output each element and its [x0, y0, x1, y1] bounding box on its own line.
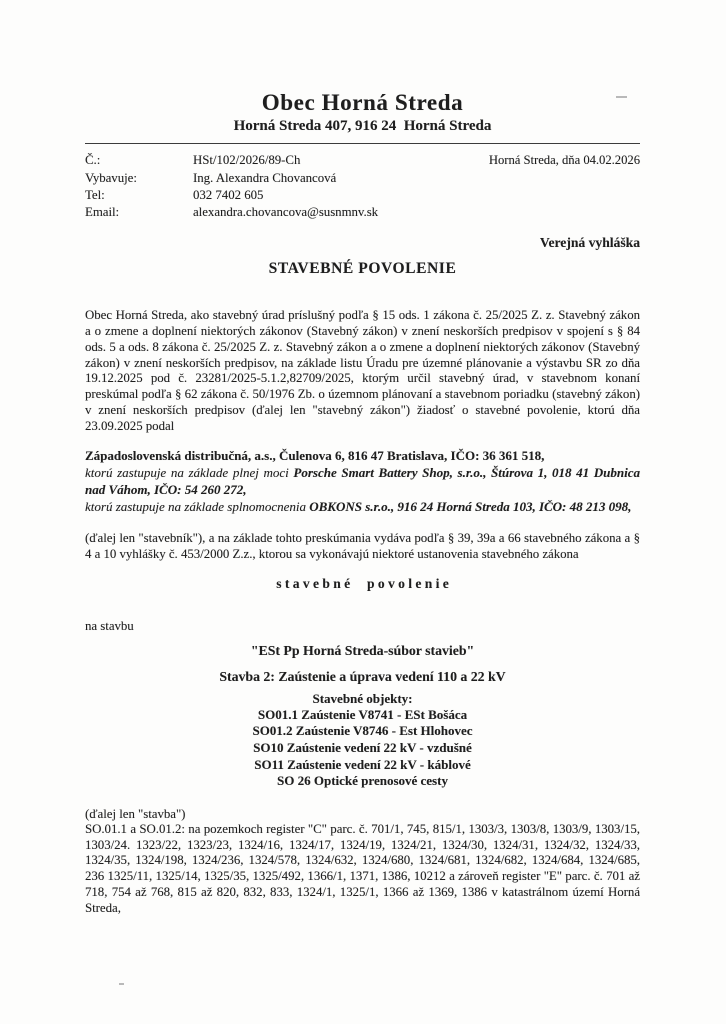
applicant-representative-2	[85, 498, 640, 515]
org-name: Obec Horná Streda	[261, 90, 464, 115]
applicant-name-text: Západoslovenská distribučná, a.s., Čulenova 6, 816 47 Bratislava, IČO: 36 361 518,	[85, 448, 545, 464]
parcels-paragraph: SO.01.1 a SO.01.2: na pozemkoch register "C" parc. č. 701/1, 745, 815/1, 1303/3, 1303/8, 1303/9, 1303/15, 1303/24. 1323/22, 1323/23, 1324/16, 1324/17, 1324/19, 1324/21, 1324/30, 1324/31, 1324/32, 1324/33, 1324/35, 1324/198, 1324/236, 1324/578, 1324/632, 1324/680, 1324/681, 1324/682, 1324/684, 1324/685, 236 1325/11, 1325/14, 1325/35, 1325/492, 1366/1, 1371, 1386, 10212 a zároveň register "E" parc. č. 701 až 718, 754 až 768, 815 až 820, 832, 833, 1324/1, 1325/1, 1366 až 1369, 1386 v katastrálnom území Horná Streda,	[85, 821, 640, 915]
scan-artifact	[119, 983, 124, 985]
ref-number-label: Č.:	[85, 153, 101, 168]
rep2-name-text: OBKONS s.r.o., 916 24 Horná Streda 103, IČO: 48 213 098,	[309, 499, 632, 515]
place-and-date: Horná Streda, dňa 04.02.2026	[488, 153, 640, 168]
header-divider	[85, 143, 640, 144]
building-object-item: SO01.2 Zaústenie V8746 - Est Hlohovec	[252, 723, 473, 739]
rep1-intro-text: ktorú zastupuje na základe plnej moci	[85, 465, 294, 481]
rep1-name-text: Porsche Smart Battery Shop, s.r.o., Štúrova 1, 018 41 Dubnica nad Váhom, IČO: 54 260 272,	[85, 465, 641, 498]
applicant-block	[85, 447, 640, 515]
building-objects-list	[85, 707, 640, 790]
handler-label: Vybavuje:	[85, 170, 137, 185]
building-object-item: SO01.1 Zaústenie V8741 - ESt Bošáca	[257, 706, 468, 722]
applicant-representative-1	[85, 464, 640, 498]
rep2-intro-text: ktorú zastupuje na základe splnomocnenia	[85, 499, 310, 515]
building-objects-heading: Stavebné objekty:	[312, 690, 413, 706]
ref-number-value: HSt/102/2026/89-Ch	[193, 153, 301, 168]
org-address: Horná Streda 407, 916 24 Horná Streda	[233, 118, 492, 135]
phone-label: Tel:	[85, 187, 105, 202]
document-title: STAVEBNÉ POVOLENIE	[268, 260, 457, 278]
decision-paragraph: (ďalej len "stavebník"), a na základe tohto preskúmania vydáva podľa § 39, 39a a 66 stavebného zákona a § 4 a 10 vyhlášky č. 453/2000 Z.z., ktorou sa vykonávajú niektoré ustanovenia stavebného zákona	[85, 531, 640, 562]
public-notice-label: Verejná vyhláška	[539, 235, 640, 251]
page-content	[85, 0, 640, 929]
handler-value: Ing. Alexandra Chovancová	[193, 170, 337, 185]
intro-paragraph: Obec Horná Streda, ako stavebný úrad príslušný podľa § 15 ods. 1 zákona č. 25/2025 Z. z. Stavebný zákon a o zmene a doplnení niektorých zákonov (Stavebný zákon) v znení neskorších predpisov v spojení s § 84 ods. 5 a ods. 8 zákona č. 25/2025 Z. z. Stavebný zákon a o zmene a doplnení niektorých zákonov (Stavebný zákon) v znení neskorších predpisov, na základe listu Úradu pre územné plánovanie a výstavbu SR zo dňa 19.12.2025 pod č. 23281/2025-5.1.2,82709/2025, ktorým určil stavebný úrad, v stavebnom konaní preskúmal podľa § 62 zákona č. 50/1976 Zb. o územnom plánovaní a stavebnom poriadku (stavebný zákon) v znení neskorších predpisov (ďalej len "stavebný zákon") žiadosť o stavebné povolenie, ktorú dňa 23.09.2025 podal	[85, 308, 640, 433]
for-construction-label: na stavbu	[85, 618, 134, 633]
email-value: alexandra.chovancova@susnmnv.sk	[193, 205, 379, 220]
stavba-note: (ďalej len "stavba")	[85, 806, 186, 821]
email-label: Email:	[85, 205, 120, 220]
phone-value: 032 7402 605	[193, 187, 264, 202]
permit-spaced-heading: s t a v e b n é p o v o l e n i e	[276, 575, 449, 591]
project-title: "ESt Pp Horná Streda-súbor stavieb"	[250, 642, 475, 658]
building-object-item: SO 26 Optické prenosové cesty	[277, 773, 448, 789]
building-object-item: SO11 Zaústenie vedení 22 kV - káblové	[254, 756, 471, 772]
project-subtitle: Stavba 2: Zaústenie a úprava vedení 110 a 22 kV	[219, 668, 506, 684]
building-object-item: SO10 Zaústenie vedení 22 kV - vzdušné	[253, 740, 472, 755]
letter-meta	[85, 152, 640, 221]
applicant-name	[85, 447, 640, 464]
